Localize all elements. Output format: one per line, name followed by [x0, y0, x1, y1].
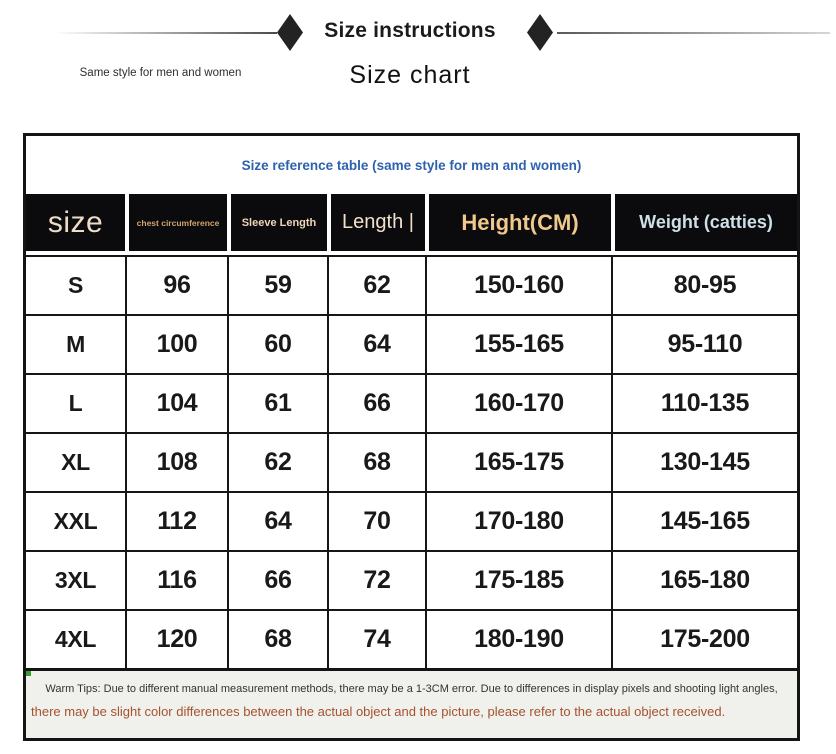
value-cell: 104	[125, 375, 227, 432]
size-value-cell: S	[67, 272, 84, 298]
value-cell: 175-200	[611, 611, 797, 668]
value-cell: 150-160	[425, 257, 611, 314]
value-cell: 64	[227, 493, 327, 550]
decorative-rule-right	[557, 32, 830, 34]
size-value-cell: 3XL	[54, 567, 97, 593]
value-cell: 74	[327, 611, 425, 668]
value-cell: 112	[125, 493, 227, 550]
value-cell: 62	[327, 257, 425, 314]
value-cell: 80-95	[611, 257, 797, 314]
table-caption-row	[26, 136, 797, 194]
value-cell: 110-135	[611, 375, 797, 432]
value-cell: 72	[327, 552, 425, 609]
value-cell: 160-170	[425, 375, 611, 432]
value-cell: 175-185	[425, 552, 611, 609]
green-artifact-dot	[26, 671, 31, 676]
diamond-icon	[527, 14, 553, 51]
table-header-row	[26, 194, 797, 255]
value-cell: 180-190	[425, 611, 611, 668]
unisex-note: Same style for men and women	[79, 67, 242, 79]
value-cell: 155-165	[425, 316, 611, 373]
value-cell: 170-180	[425, 493, 611, 550]
size-table	[23, 133, 800, 741]
table-body	[26, 255, 797, 668]
size-value-cell: M	[66, 331, 85, 357]
value-cell: 64	[327, 316, 425, 373]
warm-tips-line1: Warm Tips: Due to different manual measurement methods, there may be a 1-3CM error. Due to differences in display pixels and shooting light angles,	[45, 683, 778, 695]
value-cell: 66	[327, 375, 425, 432]
decorative-rule-left	[55, 32, 277, 34]
table-row	[26, 314, 797, 373]
value-cell: 61	[227, 375, 327, 432]
value-cell: 108	[125, 434, 227, 491]
page-title: Size chart	[349, 61, 471, 89]
value-cell: 165-175	[425, 434, 611, 491]
table-caption: Size reference table (same style for men and women)	[241, 157, 582, 173]
value-cell: 96	[125, 257, 227, 314]
header-chest-circumference: chest circumference	[125, 194, 227, 251]
value-cell: 100	[125, 316, 227, 373]
value-cell: 120	[125, 611, 227, 668]
value-cell: 66	[227, 552, 327, 609]
header-sleeve-length: Sleeve Length	[227, 194, 327, 251]
table-row	[26, 491, 797, 550]
value-cell: 59	[227, 257, 327, 314]
header-length: Length |	[327, 194, 425, 251]
table-row	[26, 255, 797, 314]
value-cell: 130-145	[611, 434, 797, 491]
value-cell: 145-165	[611, 493, 797, 550]
table-row	[26, 609, 797, 668]
table-row	[26, 550, 797, 609]
banner-title: Size instructions	[324, 19, 496, 42]
value-cell: 68	[327, 434, 425, 491]
table-row	[26, 432, 797, 491]
size-value-cell: XXL	[53, 508, 98, 534]
warm-tips-line2: there may be slight color differences between the actual object and the picture, please refer to the actual object received.	[31, 704, 726, 719]
header-height-cm: Height(CM)	[425, 194, 611, 251]
value-cell: 95-110	[611, 316, 797, 373]
value-cell: 60	[227, 316, 327, 373]
value-cell: 68	[227, 611, 327, 668]
header-weight-catties: Weight (catties)	[611, 194, 797, 251]
value-cell: 62	[227, 434, 327, 491]
size-value-cell: L	[68, 390, 83, 416]
size-value-cell: 4XL	[54, 626, 97, 652]
value-cell: 116	[125, 552, 227, 609]
size-value-cell: XL	[61, 449, 90, 475]
value-cell: 70	[327, 493, 425, 550]
warm-tips-band	[26, 668, 797, 738]
table-row	[26, 373, 797, 432]
value-cell: 165-180	[611, 552, 797, 609]
header-size: size	[26, 194, 125, 251]
